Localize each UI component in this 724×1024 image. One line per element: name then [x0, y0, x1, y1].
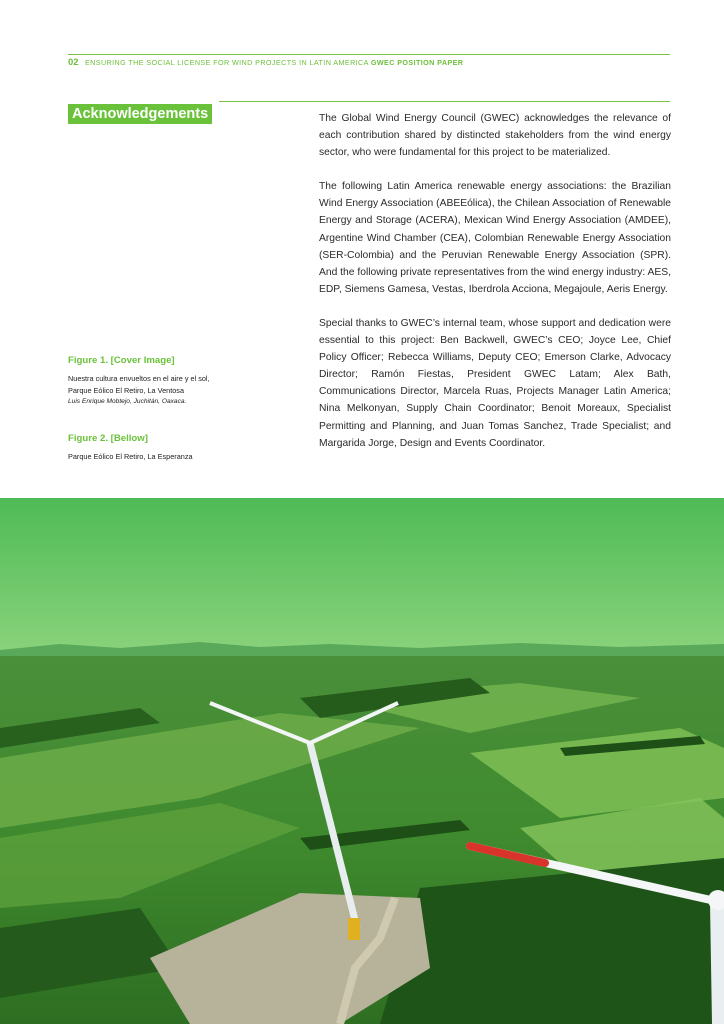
foreground-tower	[710, 898, 724, 1024]
caption-line: Parque Eólico El Retiro, La Ventosa	[68, 385, 185, 395]
title-rule	[219, 101, 670, 102]
photo-credit: Luis Enrique Mobtejo, Juchitán, Oaxaca.	[68, 398, 187, 405]
wind-farm-photo	[0, 498, 724, 1024]
acknowledgements-body	[319, 110, 671, 469]
page-number: 02	[68, 57, 79, 68]
caption-line: Parque Eólico El Retiro, La Esperanza	[68, 452, 193, 461]
header-series-title: GWEC POSITION PAPER	[370, 58, 464, 67]
sky	[0, 498, 724, 658]
header-rule	[68, 54, 670, 55]
figure-title: Figure 2. [Bellow]	[68, 433, 148, 444]
figure-2-caption	[68, 432, 278, 463]
paragraph: Special thanks to GWEC’s internal team, whose support and dedication were essential to this project: Ben Backwell, GWEC’s CEO; Joyce Lee, Chief Policy Officer; Rebecca Williams, Deputy CEO; Emerson Clarke, Advocacy Director; Ramón Fiestas, President GWEC Latam; Alex Bath, Communications Director, Marcela Ruas, Projects Manager Latin America; Nina Melkonyan, Supply Chain Coordinator; Benoit Moreaux, Specialist Permitting and Planning, and Juan Tomas Sanchez, Trade Specialist; and Margarida Jorge, Design and Events Coordinator.	[319, 317, 671, 449]
section-title: Acknowledgements	[68, 104, 212, 124]
header-section-title: ENSURING THE SOCIAL LICENSE FOR WIND PROJECTS IN LATIN AMERICA	[84, 58, 369, 67]
paragraph: The following Latin America renewable energy associations: the Brazilian Wind Energy Association (ABEEólica), the Chilean Association of Renewable Energy and Storage (ACERA), Mexican Wind Energy Association (AMDEE), Argentine Wind Chamber (CEA), Colombian Renewable Energy Association (SER-Colombia) and the Peruvian Renewable Energy Association (SPR). And the following private representatives from the wind energy industry: AES, EDP, Siemens Gamesa, Vestas, Iberdrola Acciona, Megajoule, Aeris Energy.	[319, 181, 671, 295]
caption-line: Nuestra cultura envueltos en el aire y el sol,	[68, 374, 210, 383]
figure-1-caption	[68, 354, 278, 408]
paragraph: The Global Wind Energy Council (GWEC) acknowledges the relevance of each contribution shared by distincted stakeholders from the wind energy sector, who were fundamental for this project to be materialized.	[319, 113, 671, 159]
figure-title: Figure 1. [Cover Image]	[68, 355, 175, 366]
running-header	[68, 57, 463, 68]
crane	[348, 918, 360, 940]
